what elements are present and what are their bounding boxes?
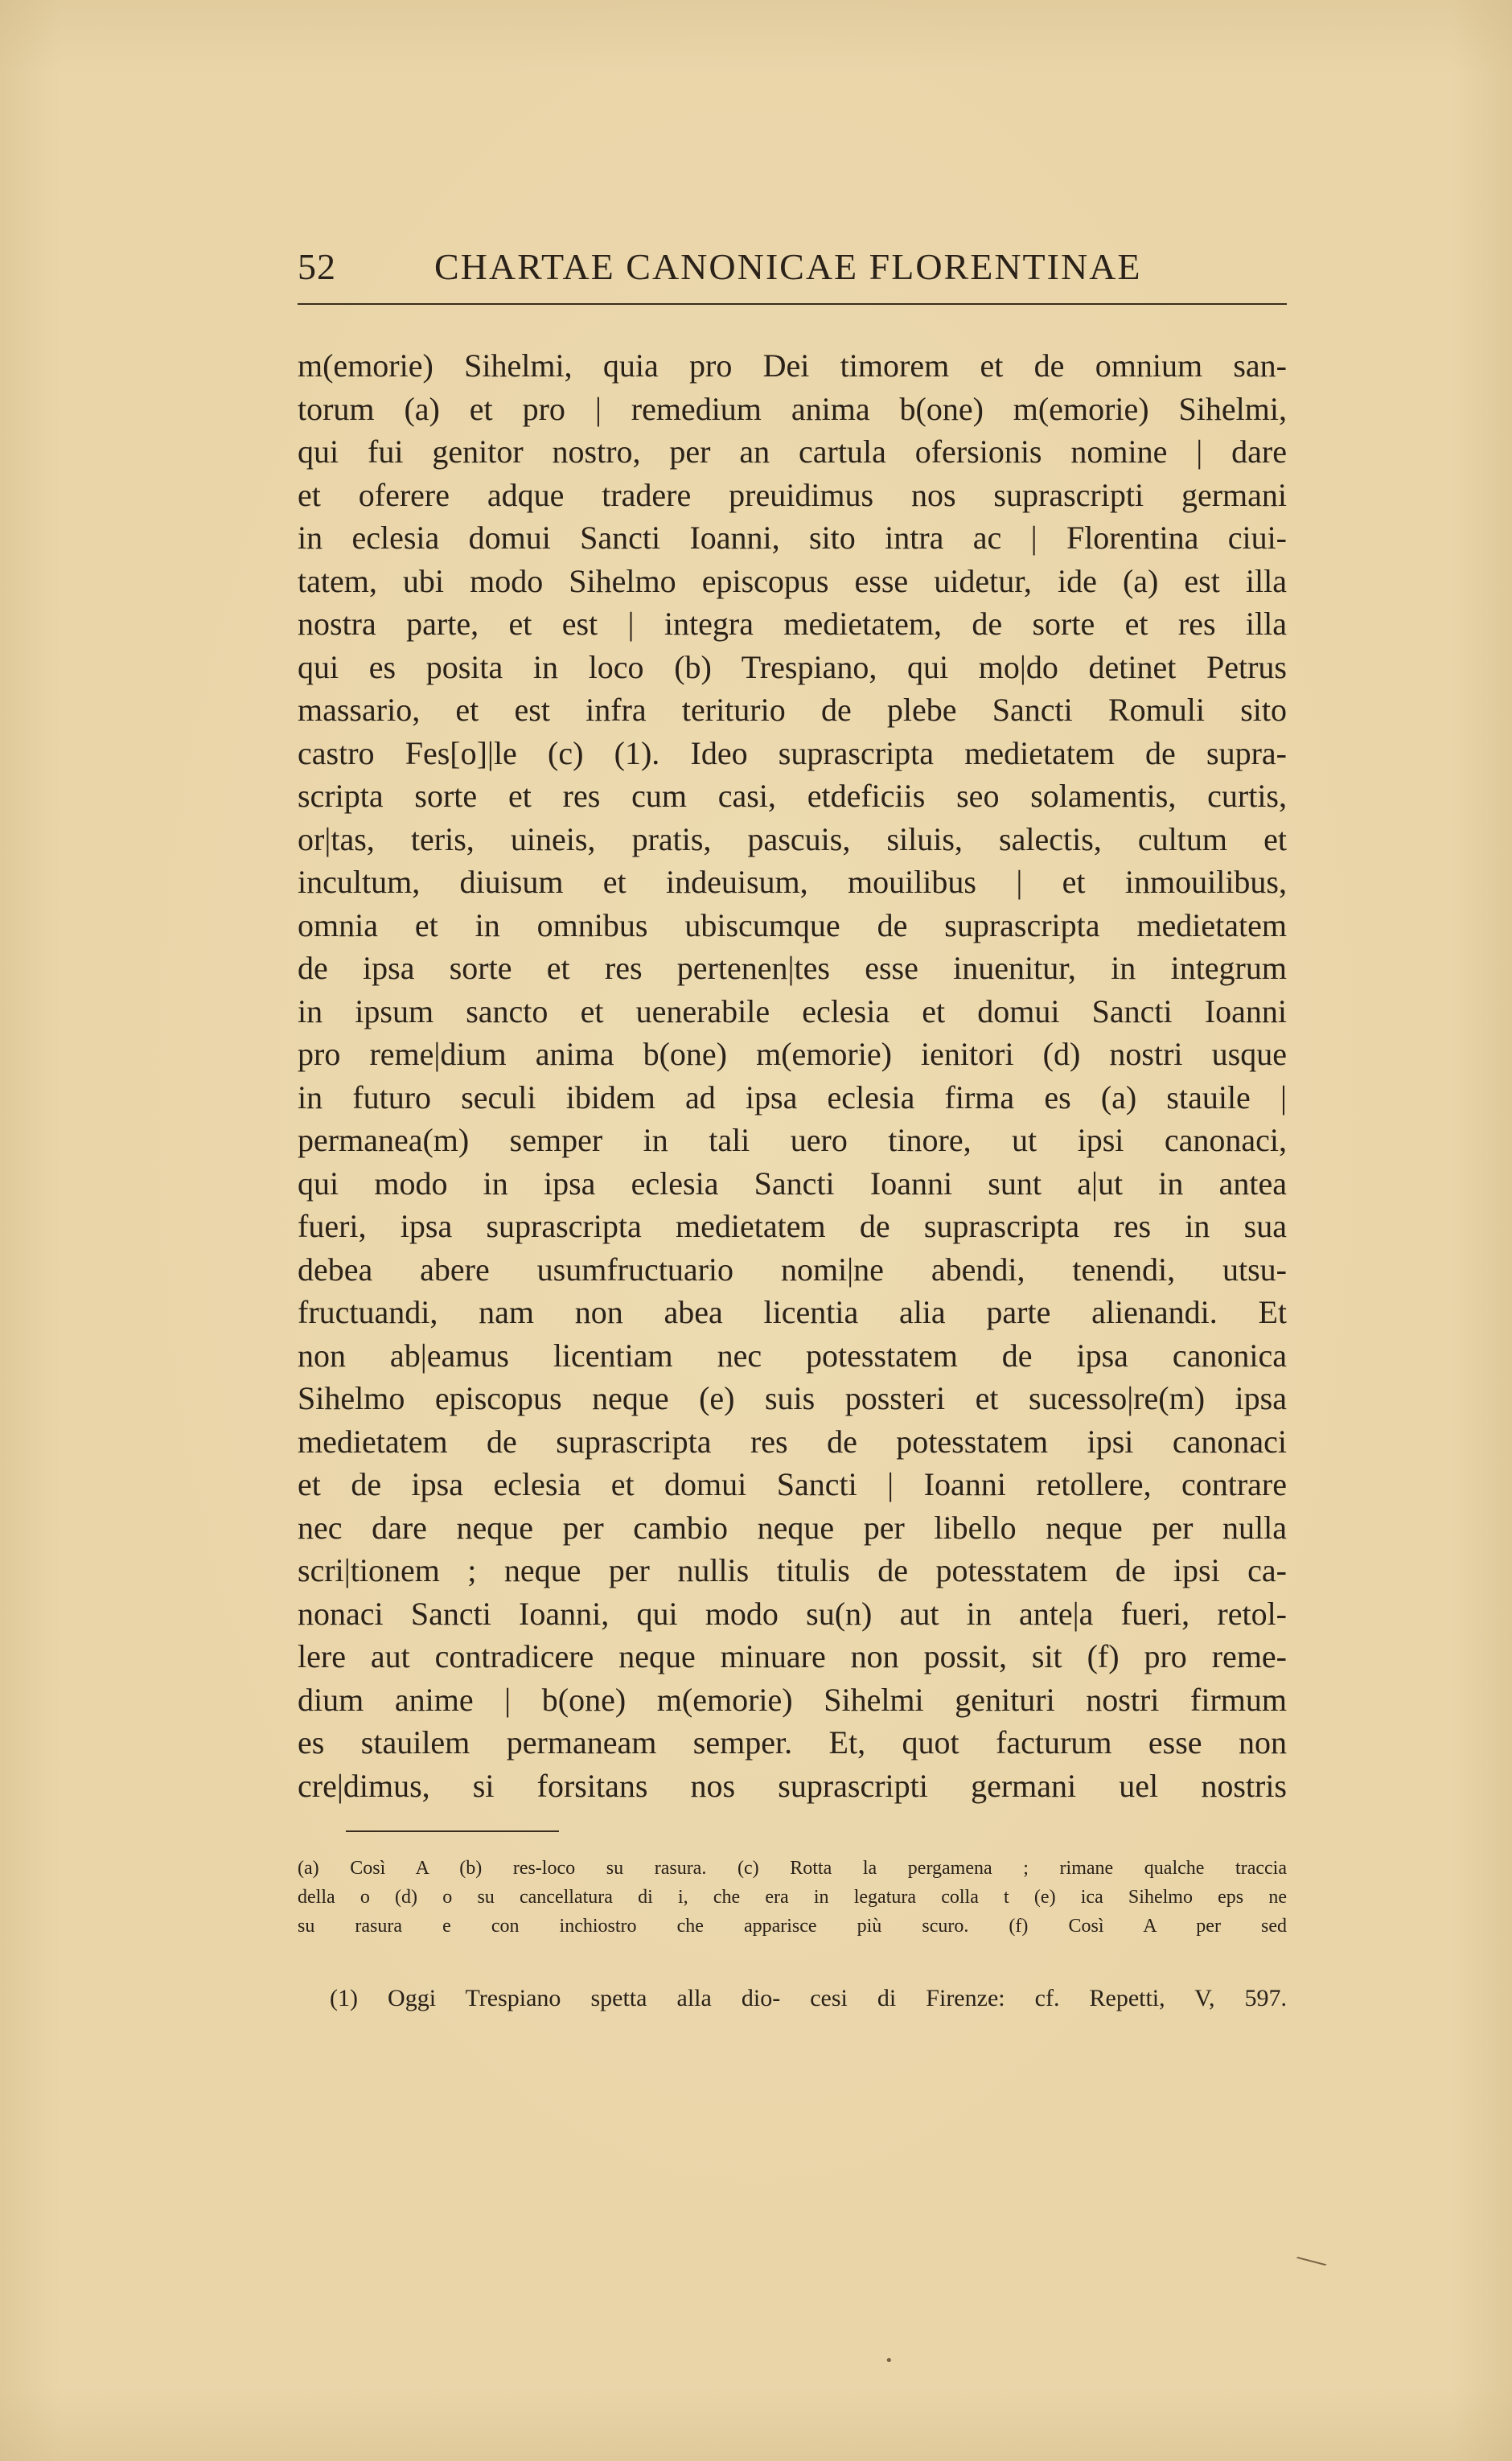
- text-line: qui modo in ipsa eclesia Sancti Ioanni sunt a|ut in antea: [298, 1165, 1287, 1202]
- text-line: tatem, ubi modo Sihelmo episcopus esse uidetur, ide (a) est illa: [298, 562, 1287, 599]
- text-line: qui es posita in loco (b) Trespiano, qui mo|do detinet Petrus: [298, 648, 1287, 685]
- text-line: de ipsa sorte et res pertenen|tes esse inuenitur, in integrum: [298, 950, 1287, 986]
- editorial-note: (1) Oggi Trespiano spetta alla dio- cesi di Firenze: cf. Repetti, V, 597.: [330, 1985, 1287, 2011]
- text-line: scri|tionem ; neque per nullis titulis de potesstatem de ipsi ca-: [298, 1552, 1287, 1588]
- text-line: in futuro seculi ibidem ad ipsa eclesia firma es (a) stauile |: [298, 1078, 1287, 1115]
- text-line: m(emorie) Sihelmi, quia pro Dei timorem et de omnium san-: [298, 347, 1287, 384]
- text-line: in ipsum sancto et uenerabile eclesia et domui Sancti Ioanni: [298, 992, 1287, 1029]
- text-line: nostra parte, et est | integra medietatem, de sorte et res illa: [298, 606, 1287, 642]
- running-title: CHARTAE CANONICAE FLORENTINAE: [434, 246, 1142, 287]
- header-rule: [298, 303, 1287, 305]
- text-line: incultum, diuisum et indeuisum, mouilibus | et inmouilibus,: [298, 864, 1287, 900]
- text-line: debea abere usumfructuario nomi|ne abendi, tenendi, utsu-: [298, 1251, 1287, 1288]
- page-number: 52: [298, 246, 336, 287]
- footnote-line: su rasura e con inchiostro che apparisce più scuro. (f) Così A per sed: [298, 1916, 1287, 1937]
- text-line: lere aut contradicere neque minuare non possit, sit (f) pro reme-: [298, 1638, 1287, 1674]
- text-line: Sihelmo episcopus neque (e) suis possteri et sucesso|re(m) ipsa: [298, 1380, 1287, 1416]
- text-line: nec dare neque per cambio neque per libello neque per nulla: [298, 1509, 1287, 1546]
- text-line: fructuandi, nam non abea licentia alia parte alienandi. Et: [298, 1294, 1287, 1330]
- text-line: scripta sorte et res cum casi, etdeficiis seo solamentis, curtis,: [298, 778, 1287, 814]
- charter-text: [298, 344, 1287, 1807]
- footnote-line: della o (d) o su cancellatura di i, che era in legatura colla t (e) ica Sihelmo eps ne: [298, 1887, 1287, 1908]
- text-line: cre|dimus, si forsitans nos suprascripti germani uel nostris: [298, 1767, 1287, 1804]
- text-line: medietatem de suprascripta res de potesstatem ipsi canonaci: [298, 1423, 1287, 1460]
- text-line: es stauilem permaneam semper. Et, quot facturum esse non: [298, 1724, 1287, 1760]
- text-line: torum (a) et pro | remedium anima b(one) m(emorie) Sihelmi,: [298, 390, 1287, 427]
- text-line: castro Fes[o]|le (c) (1). Ideo suprascripta medietatem de supra-: [298, 734, 1287, 771]
- text-line: in eclesia domui Sancti Ioanni, sito intra ac | Florentina ciui-: [298, 520, 1287, 556]
- footnote-rule: [346, 1830, 559, 1832]
- paper-mark-icon: ⟍: [1292, 2241, 1331, 2282]
- text-line: permanea(m) semper in tali uero tinore, ut ipsi canonaci,: [298, 1122, 1287, 1158]
- text-line: pro reme|dium anima b(one) m(emorie) ienitori (d) nostri usque: [298, 1036, 1287, 1072]
- text-line: or|tas, teris, uineis, pratis, pascuis, siluis, salectis, cultum et: [298, 820, 1287, 857]
- text-line: massario, et est infra teriturio de plebe Sancti Romuli sito: [298, 692, 1287, 728]
- text-line: et de ipsa eclesia et domui Sancti | Ioanni retollere, contrare: [298, 1466, 1287, 1502]
- text-line: dium anime | b(one) m(emorie) Sihelmi genituri nostri firmum: [298, 1681, 1287, 1718]
- text-line: omnia et in omnibus ubiscumque de suprascripta medietatem: [298, 906, 1287, 943]
- text-line: nonaci Sancti Ioanni, qui modo su(n) aut in ante|a fueri, retol-: [298, 1595, 1287, 1632]
- critical-apparatus: [298, 1854, 1287, 1941]
- text-line: fueri, ipsa suprascripta medietatem de suprascripta res in sua: [298, 1208, 1287, 1244]
- paper-mark-icon: •: [885, 2352, 894, 2369]
- text-line: non ab|eamus licentiam nec potesstatem de ipsa canonica: [298, 1337, 1287, 1374]
- text-line: et oferere adque tradere preuidimus nos suprascripti germani: [298, 476, 1287, 513]
- page-header: [298, 245, 1287, 294]
- footnote-line: (a) Così A (b) res-loco su rasura. (c) Rotta la pergamena ; rimane qualche traccia: [298, 1858, 1287, 1879]
- text-line: qui fui genitor nostro, per an cartula ofersionis nomine | dare: [298, 433, 1287, 470]
